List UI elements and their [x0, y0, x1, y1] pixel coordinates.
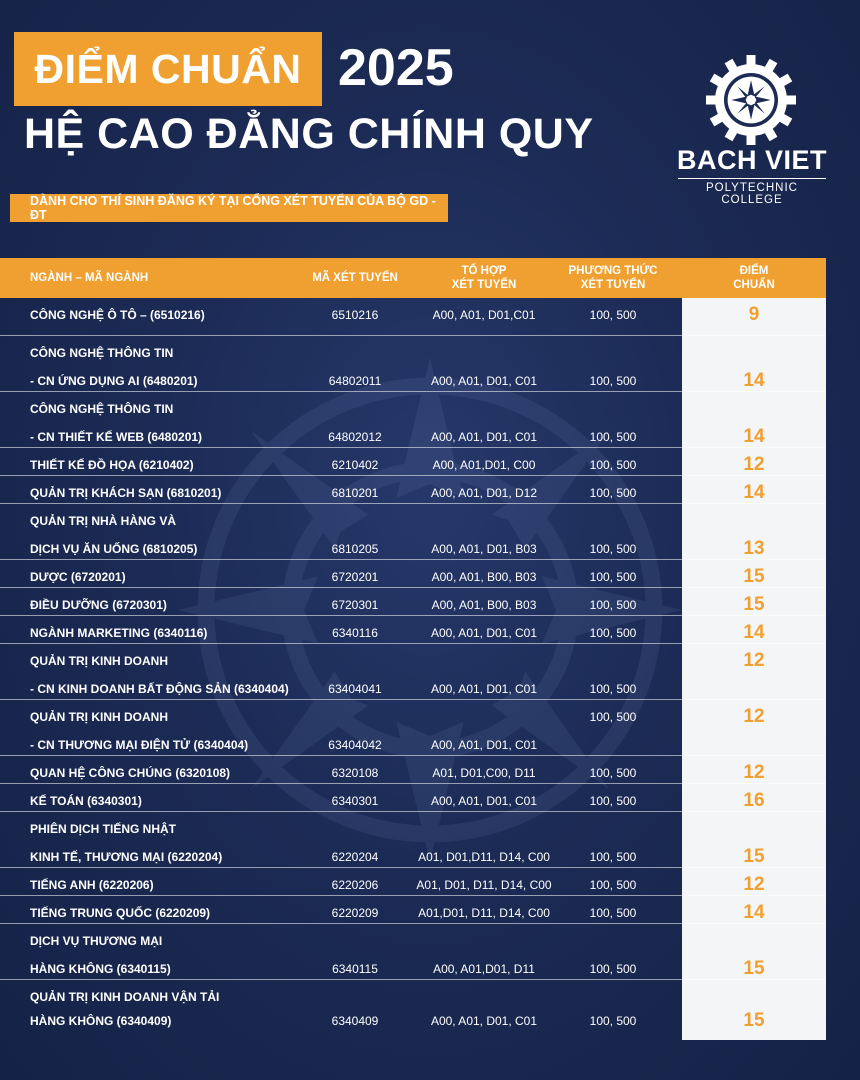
table-row: [0, 672, 826, 700]
table-row: [0, 504, 826, 532]
admission-code: 63404042: [328, 738, 382, 752]
table-row: [0, 868, 826, 896]
admission-method: 100, 500: [589, 626, 637, 640]
header-name: NGÀNH – MÃ NGÀNH: [30, 272, 149, 284]
major-name: QUẢN TRỊ NHÀ HÀNG VÀ: [30, 514, 176, 528]
admission-method: 100, 500: [589, 906, 637, 920]
page-subtitle: HỆ CAO ĐẲNG CHÍNH QUY: [24, 110, 594, 158]
subject-combo: A00, A01,D01, D11: [433, 962, 535, 976]
score-table: [0, 258, 860, 298]
subject-combo: A01, D01,C00, D11: [432, 766, 536, 780]
table-row: [0, 644, 826, 672]
admission-method: 100, 500: [589, 710, 637, 724]
admission-code: 6810205: [331, 542, 379, 556]
title-highlight: ĐIỂM CHUẨN: [34, 45, 302, 92]
major-name: CÔNG NGHỆ Ô TÔ – (6510216): [30, 308, 205, 322]
subject-combo: A01,D01, D11, D14, C00: [418, 906, 550, 920]
admission-method: 100, 500: [589, 570, 637, 584]
subject-combo: A01, D01,D11, D14, C00: [418, 850, 550, 864]
benchmark-score: 15: [743, 1010, 765, 1031]
admission-code: 6340115: [332, 962, 378, 976]
admission-method: 100, 500: [589, 430, 637, 444]
admission-code: 6810201: [331, 486, 379, 500]
major-name: NGÀNH MARKETING (6340116): [30, 626, 208, 640]
major-name: DƯỢC (6720201): [30, 570, 126, 584]
admission-code: 6220209: [331, 906, 379, 920]
title-highlight-box: [14, 32, 322, 106]
major-name: THIẾT KẾ ĐỒ HỌA (6210402): [30, 458, 194, 472]
admission-method: 100, 500: [589, 794, 637, 808]
major-name: QUẢN TRỊ KINH DOANH: [30, 654, 168, 668]
admission-method: 100, 500: [589, 1014, 637, 1028]
admission-code: 6340116: [332, 626, 378, 640]
table-row: [0, 298, 826, 336]
header-code: MÃ XÉT TUYỂN: [312, 272, 398, 284]
table-header: [0, 258, 826, 298]
table-row: [0, 448, 826, 476]
major-name: CÔNG NGHỆ THÔNG TIN: [30, 402, 174, 416]
major-name: TIẾNG TRUNG QUỐC (6220209): [30, 906, 211, 920]
header-combo: [416, 258, 552, 298]
admission-code: 6220206: [331, 878, 379, 892]
benchmark-score: 12: [743, 650, 765, 671]
admission-method: 100, 500: [589, 486, 637, 500]
title-year: 2025: [338, 39, 454, 97]
admission-code: 6720201: [331, 570, 379, 584]
subject-combo: A00, A01, D01, B03: [431, 542, 537, 556]
admission-method: 100, 500: [589, 962, 637, 976]
subject-combo: A00, A01, D01,C01: [432, 308, 536, 322]
benchmark-score: 13: [743, 538, 765, 559]
header-score-line1: ĐIỂM: [739, 265, 769, 277]
admission-code: 6320108: [331, 766, 379, 780]
table-row: [0, 616, 826, 644]
subject-combo: A01, D01, D11, D14, C00: [416, 878, 552, 892]
subject-combo: A00, A01, D01, C01: [430, 1014, 538, 1028]
table-row: [0, 476, 826, 504]
table-row: [0, 952, 826, 980]
benchmark-score: 12: [743, 874, 765, 895]
major-name: CÔNG NGHỆ THÔNG TIN: [30, 346, 174, 360]
subject-combo: A00, A01,D01, C00: [432, 458, 536, 472]
benchmark-score: 15: [743, 566, 765, 587]
benchmark-score: 9: [748, 304, 760, 325]
header-method: [552, 258, 674, 298]
header-combo-line2: XÉT TUYỂN: [451, 279, 517, 291]
major-name: DỊCH VỤ ĂN UỐNG (6810205): [30, 542, 198, 556]
major-name: - CN KINH DOANH BẤT ĐỘNG SẢN (6340404): [30, 682, 289, 696]
admission-code: 6510216: [331, 308, 379, 322]
table-row: [0, 1008, 826, 1040]
admission-code: 64802011: [328, 374, 382, 388]
benchmark-score: 12: [743, 454, 765, 475]
subject-combo: A00, A01, D01, C01: [430, 682, 538, 696]
major-name: PHIÊN DỊCH TIẾNG NHẬT: [30, 822, 177, 836]
table-row: [0, 840, 826, 868]
benchmark-score: 14: [743, 426, 765, 447]
admission-method: 100, 500: [589, 682, 637, 696]
benchmark-score: 15: [743, 594, 765, 615]
table-row: [0, 728, 826, 756]
major-name: ĐIỀU DƯỠNG (6720301): [30, 598, 167, 612]
major-name: QUẢN TRỊ KHÁCH SẠN (6810201): [30, 486, 222, 500]
benchmark-score: 15: [743, 846, 765, 867]
notice-banner: DÀNH CHO THÍ SINH ĐĂNG KÝ TẠI CỔNG XÉT TUYỂN CỦA BỘ GD - ĐT: [10, 194, 448, 222]
major-name: HÀNG KHÔNG (6340115): [30, 962, 171, 976]
subject-combo: A00, A01, D01, C01: [430, 738, 538, 752]
subject-combo: A00, A01, D01, C01: [430, 626, 538, 640]
logo-divider: [678, 178, 826, 179]
admission-code: 6210402: [331, 458, 379, 472]
benchmark-score: 12: [743, 762, 765, 783]
table-row: [0, 336, 826, 364]
admission-code: 63404041: [328, 682, 382, 696]
major-name: - CN ỨNG DỤNG AI (6480201): [30, 374, 198, 388]
subject-combo: A00, A01, D01, C01: [430, 374, 538, 388]
header-score-line2: CHUẨN: [733, 279, 775, 291]
major-name: KẾ TOÁN (6340301): [30, 794, 142, 808]
major-name: - CN THIẾT KẾ WEB (6480201): [30, 430, 203, 444]
header-method-line1: PHƯƠNG THỨC: [568, 265, 658, 277]
table-row: [0, 756, 826, 784]
table-row: [0, 392, 826, 420]
table-row: [0, 924, 826, 952]
major-name: KINH TẾ, THƯƠNG MẠI (6220204): [30, 850, 223, 864]
table-row: [0, 560, 826, 588]
admission-method: 100, 500: [589, 850, 637, 864]
subject-combo: A00, A01, D01, D12: [430, 486, 538, 500]
subject-combo: A00, A01, B00, B03: [431, 598, 537, 612]
benchmark-score: 14: [743, 622, 765, 643]
table-row: [0, 420, 826, 448]
admission-method: 100, 500: [589, 878, 637, 892]
college-logo: [668, 55, 828, 206]
subject-combo: A00, A01, B00, B03: [431, 570, 537, 584]
major-name: TIẾNG ANH (6220206): [30, 878, 154, 892]
major-name: QUAN HỆ CÔNG CHÚNG (6320108): [30, 766, 231, 780]
admission-code: 6220204: [331, 850, 379, 864]
admission-code: 6720301: [331, 598, 379, 612]
admission-method: 100, 500: [589, 374, 637, 388]
table-row: [0, 700, 826, 728]
header-score: [682, 258, 826, 298]
benchmark-score: 16: [743, 790, 765, 811]
table-row: [0, 896, 826, 924]
header-combo-line1: TỔ HỢP: [461, 265, 507, 277]
header-method-line2: XÉT TUYỂN: [580, 279, 646, 291]
admission-code: 6340409: [331, 1014, 379, 1028]
benchmark-score: 14: [743, 902, 765, 923]
admission-method: 100, 500: [589, 598, 637, 612]
gear-compass-icon: [706, 55, 796, 145]
major-name: QUẢN TRỊ KINH DOANH: [30, 710, 168, 724]
subject-combo: A00, A01, D01, C01: [430, 794, 538, 808]
admission-method: 100, 500: [589, 542, 637, 556]
admission-method: 100, 500: [589, 458, 637, 472]
table-row: [0, 532, 826, 560]
table-row: [0, 812, 826, 840]
benchmark-score: 12: [743, 706, 765, 727]
college-subtitle: POLYTECHNIC COLLEGE: [706, 182, 798, 206]
major-name: - CN THƯƠNG MẠI ĐIỆN TỬ (6340404): [30, 738, 249, 752]
table-row: [0, 588, 826, 616]
table-row: [0, 364, 826, 392]
subject-combo: A00, A01, D01, C01: [430, 430, 538, 444]
college-name: BACH VIET: [676, 145, 827, 175]
major-name: HÀNG KHÔNG (6340409): [30, 1014, 172, 1028]
table-row: [0, 784, 826, 812]
admission-code: 6340301: [331, 794, 379, 808]
benchmark-score: 14: [743, 482, 765, 503]
major-name: QUẢN TRỊ KINH DOANH VẬN TẢI: [30, 990, 220, 1004]
admission-method: 100, 500: [589, 766, 637, 780]
table-row: [0, 980, 826, 1008]
major-name: DỊCH VỤ THƯƠNG MẠI: [30, 934, 163, 948]
benchmark-score: 15: [743, 958, 765, 979]
admission-code: 64802012: [328, 430, 382, 444]
admission-method: 100, 500: [589, 308, 637, 322]
benchmark-score: 14: [743, 370, 765, 391]
